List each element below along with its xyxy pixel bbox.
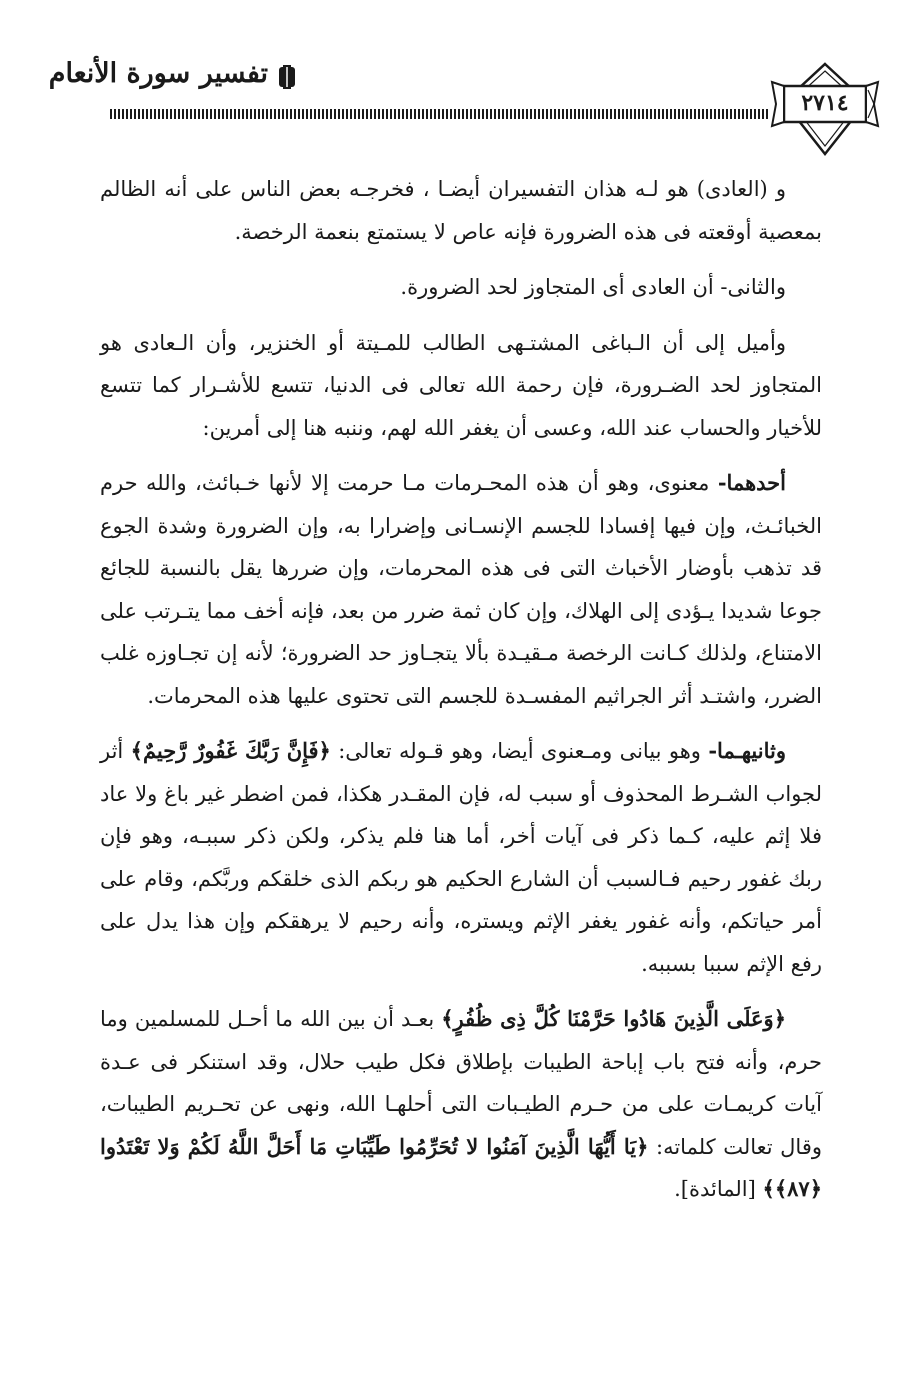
ornament-icon <box>277 64 297 90</box>
paragraph-text: بعـد أن بين الله ما أحـل للمسلمين وما حرم، وأنه فتح باب إباحة الطيبات بإطلاق فكل طيب حلال، وقد استنكر فى عـدة آيات كريمـات على من حـرم الطيـبات التى أحلهـا الله، ونهى عن تحـريم الطيبات، وقال تعالت كلماته: <box>100 1007 822 1159</box>
surah-reference: [المائدة]. <box>674 1177 763 1201</box>
page-number: ٢٧١٤ <box>801 90 849 116</box>
paragraph: والثانى- أن العادى أى المتجاوز لحد الضرورة. <box>400 275 786 299</box>
running-title: تفسير سورة الأنعام <box>48 58 268 89</box>
paragraph-lead: وثانيهـما- <box>708 738 786 763</box>
paragraph <box>100 730 822 985</box>
paragraph-text: وهو بيانى ومـعنوى أيضا، وهو قـوله تعالى: <box>330 739 709 763</box>
page-body <box>100 168 822 1224</box>
paragraph: و (العادى) هو لـه هذان التفسيران أيضـا ، فخرجـه بعض الناس على أنه الظالم بمعصية أوقعته فى هذه الضرورة فإنه عاص لا يستمتع بنعمة الرخصة. <box>100 177 822 244</box>
paragraph-text: معنوى، وهو أن هذه المحـرمات مـا حرمت إلا لأنها خـبائث، والله حرم الخبائـث، وإن فيها إفسادا للجسم الإنسـانى وإضرارا به، وإن الضرورة وشدة الجوع قد تذهب بأوضار الأخباث التى فى هذه المحرمات، وإن ضررها يقل بالنسبة للجائع جوعا شديدا يـؤدى إلى الهلاك، وإن كان ثمة ضرر من بعد، فإنه أخف مما يتـرتب على الامتناع، ولذلك كـانت الرخصة مـقيـدة بألا يتجـاوز حد الضرورة؛ لأنه إن تجـاوزه غلب الضرر، واشتـد أثر الجراثيم المفسـدة للجسم التى تحتوى عليها هذه المحرمات. <box>100 471 822 708</box>
paragraph-text: أثر لجواب الشـرط المحذوف أو سبب له، فإن المقـدر هكذا، فمن اضطر غير باغ ولا عاد فلا إثم عليه، كـما ذكر فى آيات أخر، أما هنا فلم يذكر، ولكن ذكر سببـه، وهو فإن ربك غفور رحيم فـالسبب أن الشارع الحكيم هو ربكم الذى خلقكم وربَّكم، وقام على أمر حياتكم، وأنه غفور يغفر الإثم ويستره، وأنه رحيم لا يرهقكم وإن هذا يدل على رفع الإثم سببا بسببه. <box>100 739 822 976</box>
page-header <box>0 0 923 170</box>
paragraph-lead: أحدهما- <box>717 470 786 495</box>
quran-verse: ﴿وَعَلَى الَّذِينَ هَادُوا حَرَّمْنَا كُلَّ ذِى ظُفُرٍ﴾ <box>441 1006 787 1031</box>
paragraph <box>100 998 822 1211</box>
paragraph: وأميل إلى أن الـباغى المشتـهى الطالب للمـيتة أو الخنزير، وأن الـعادى هو المتجاوز لحد الضـرورة، فإن رحمة الله تعالى فى الدنيا، تتسع للأشـرار كما تتسع للأخيار والحساب عند الله، وعسى أن يغفر الله لهم، وننبه هنا إلى أمرين: <box>100 330 822 440</box>
paragraph <box>100 462 822 717</box>
quran-verse: ﴿فَإِنَّ رَبَّكَ غَفُورٌ رَّحِيمٌ﴾ <box>130 738 331 763</box>
header-rule <box>110 109 770 119</box>
quran-verse: ﴿يَا أَيُّهَا الَّذِينَ آمَنُوا لا تُحَرِّمُوا طَيِّبَاتِ مَا أَحَلَّ اللَّهُ لَكُمْ وَلا تَعْتَدُوا ﴿٨٧﴾﴾ <box>100 1133 822 1201</box>
